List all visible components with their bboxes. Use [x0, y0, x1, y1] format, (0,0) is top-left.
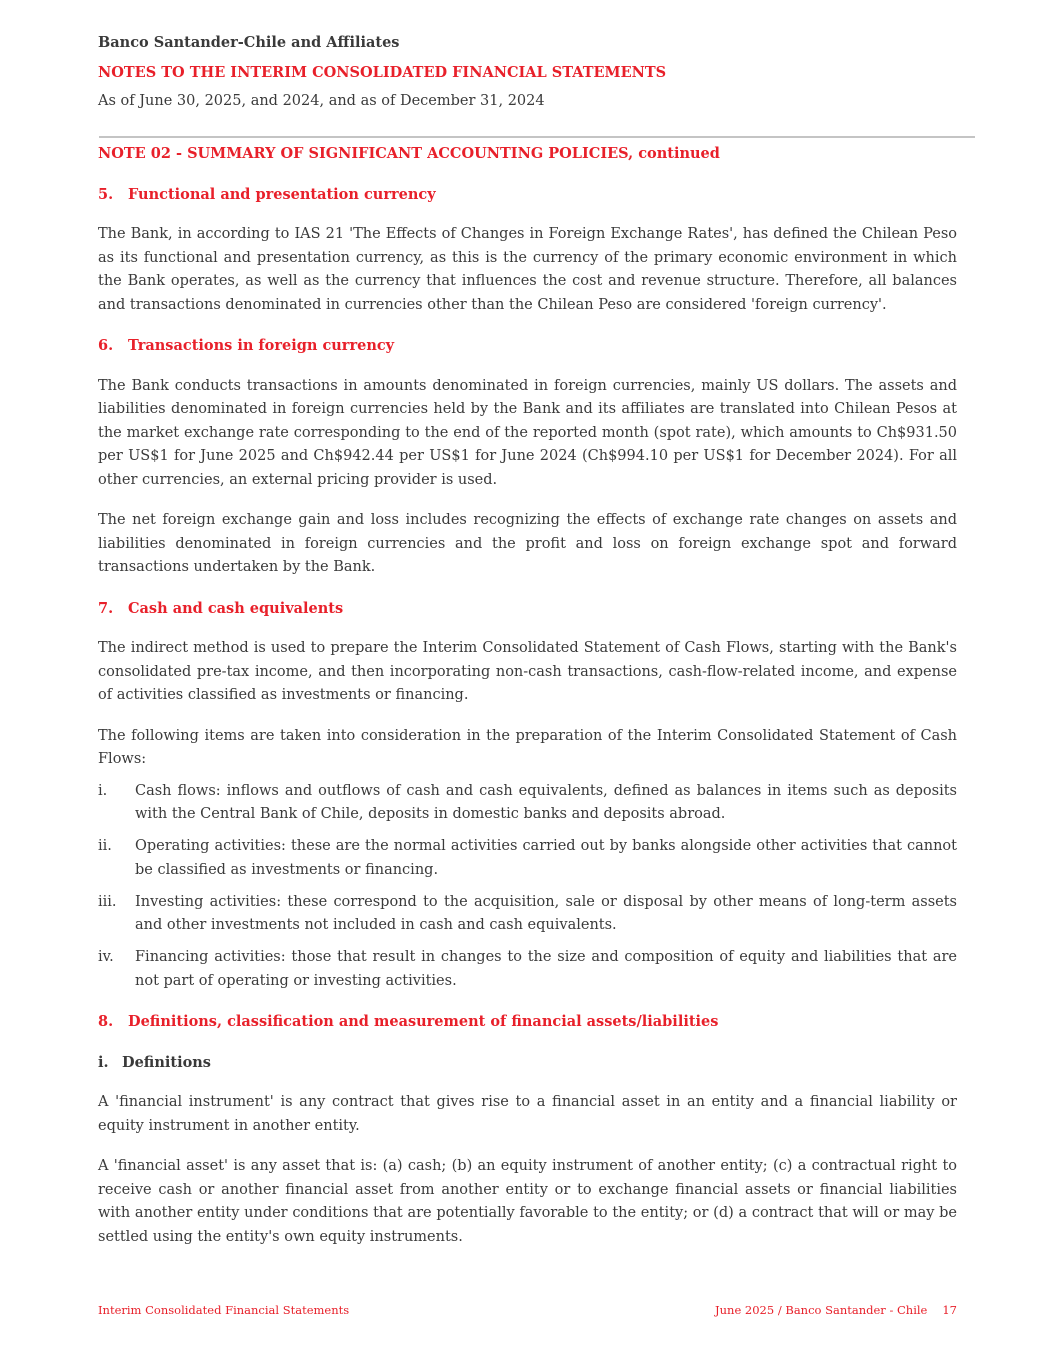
subsection-number: i.: [98, 1053, 109, 1071]
section-heading-6: [98, 334, 957, 358]
paragraph: A 'financial asset' is any asset that is: (a) cash; (b) an equity instrument of another entity; (c) a contractual right to receive cash or another financial asset from another entity or to exchange financial assets or financial liabilities with another entity under conditions that are potentially favorable to the entity; or (d) a contract that will or may be settled using the entity's own equity instruments.: [98, 1158, 957, 1245]
section-heading-8: [98, 1010, 957, 1034]
list-marker: iii.: [98, 893, 117, 910]
section-heading-7: [98, 597, 957, 621]
section-number: 5.: [98, 185, 114, 203]
section-title: Cash and cash equivalents: [128, 599, 344, 617]
paragraph: The following items are taken into consideration in the preparation of the Interim Consolidated Statement of Cash Flows:: [98, 727, 957, 767]
subsection-title: Definitions: [122, 1053, 211, 1071]
section-title: Definitions, classification and measurement of financial assets/liabilities: [128, 1013, 719, 1030]
company-name: Banco Santander-Chile and Affiliates: [98, 34, 400, 51]
section-title: Functional and presentation currency: [128, 185, 436, 203]
paragraph: The Bank conducts transactions in amounts denominated in foreign currencies, mainly US dollars. The assets and liabilities denominated in foreign currencies held by the Bank and its affiliates are translated into Chilean Pesos at the market exchange rate corresponding to the end of the reported month (spot rate), which amounts to Ch$931.50 per US$1 for June 2025 and Ch$942.44 per US$1 for June 2024 (Ch$994.10 per US$1 for December 2024). For all other currencies, an external pricing provider is used.: [98, 377, 957, 488]
list-item-text: Financing activities: those that result in changes to the size and composition of equity and liabilities that are not part of operating or investing activities.: [135, 949, 957, 989]
note-heading: NOTE 02 - SUMMARY OF SIGNIFICANT ACCOUNTING POLICIES, continued: [98, 145, 720, 162]
section-number: 6.: [98, 337, 114, 354]
list-marker: iv.: [98, 949, 114, 965]
list-marker: ii.: [98, 838, 112, 854]
cash-flow-items-list: [98, 780, 957, 994]
list-item: [98, 946, 957, 993]
footer-right: [715, 1303, 957, 1317]
footer-right-text: June 2025 / Banco Santander - Chile: [715, 1303, 928, 1317]
document-title: NOTES TO THE INTERIM CONSOLIDATED FINANCIAL STATEMENTS: [98, 64, 667, 81]
list-item: [98, 835, 957, 882]
paragraph: The Bank, in according to IAS 21 'The Effects of Changes in Foreign Exchange Rates', has defined the Chilean Peso as its functional and presentation currency, as this is the currency of the primary economic environment in which the Bank operates, as well as the currency that influences the cost and revenue structure. Therefore, all balances and transactions denominated in currencies other than the Chilean Peso are considered 'foreign currency'.: [98, 226, 957, 313]
section-number: 8.: [98, 1013, 114, 1030]
list-item: [98, 780, 957, 827]
page-content: [98, 142, 957, 1266]
list-item-text: Cash flows: inflows and outflows of cash and cash equivalents, defined as balances in items such as deposits with the Central Bank of Chile, deposits in domestic banks and deposits abroad.: [135, 782, 957, 822]
footer-left-text: Interim Consolidated Financial Statements: [98, 1303, 350, 1317]
section-title: Transactions in foreign currency: [128, 337, 395, 354]
page-number: 17: [942, 1303, 957, 1317]
paragraph: A 'financial instrument' is any contract that gives rise to a financial asset in an entity and a financial liability or equity instrument in another entity.: [98, 1094, 957, 1134]
subsection-heading-definitions: [98, 1051, 957, 1075]
header-divider: [99, 136, 975, 138]
section-number: 7.: [98, 599, 114, 617]
list-item-text: Operating activities: these are the normal activities carried out by banks alongside other activities that cannot be classified as investments or financing.: [135, 838, 957, 878]
paragraph: The indirect method is used to prepare the Interim Consolidated Statement of Cash Flows, starting with the Bank's consolidated pre-tax income, and then incorporating non-cash transactions, cash-flow-related income, and expense of activities classified as investments or financing.: [98, 640, 957, 703]
list-marker: i.: [98, 782, 108, 799]
section-heading-5: [98, 183, 957, 207]
document-date: As of June 30, 2025, and 2024, and as of December 31, 2024: [98, 93, 545, 109]
list-item: [98, 891, 957, 938]
paragraph: The net foreign exchange gain and loss includes recognizing the effects of exchange rate changes on assets and liabilities denominated in foreign currencies and the profit and loss on foreign exchange spot and forward transactions undertaken by the Bank.: [98, 512, 957, 575]
list-item-text: Investing activities: these correspond to the acquisition, sale or disposal by other means of long-term assets and other investments not included in cash and cash equivalents.: [135, 893, 957, 933]
